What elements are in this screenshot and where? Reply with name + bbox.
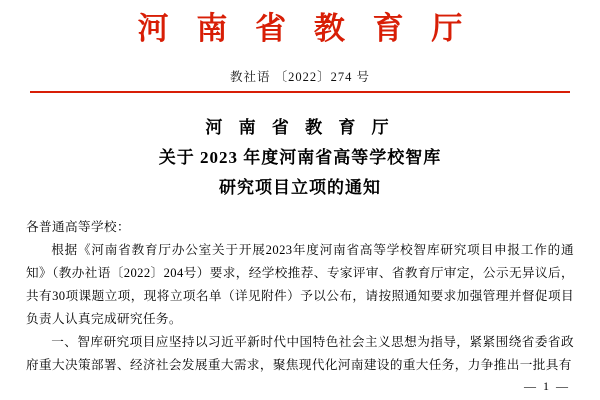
title-line-2: 关于 2023 年度河南省高等学校智库 (158, 147, 442, 167)
document-number: 教社语 〔2022〕274 号 (229, 70, 370, 85)
page-number: — 1 — (524, 379, 570, 393)
document-body (26, 216, 574, 376)
body-paragraph-1: 根据《河南省教育厅办公室关于开展2023年度河南省高等学校智库研究项目申报工作的通知》（教办社语〔2022〕204号）要求，经学校推荐、专家评审、省教育厅审定，公示无异议后，共有30项课题立项，现将立项名单（详见附件）予以公布，请按照通知要求加强管理并督促项目负责人认真完成研究任务。 (26, 243, 574, 327)
letterhead-title: 河 南 省 教 育 厅 (137, 11, 473, 46)
body-paragraph-2: 一、智库研究项目应坚持以习近平新时代中国特色社会主义思想为指导，紧紧围绕省委省政府重大决策部署、经济社会发展重大需求，聚焦现代化河南建设的重大任务，力争推出一批具有 (26, 334, 574, 372)
salutation: 各普通高等学校： (26, 220, 130, 235)
title-line-3: 研究项目立项的通知 (219, 177, 381, 197)
title-line-1: 河 南 省 教 育 厅 (205, 118, 395, 138)
red-divider-rule (30, 91, 570, 93)
document-title-block (26, 113, 574, 202)
